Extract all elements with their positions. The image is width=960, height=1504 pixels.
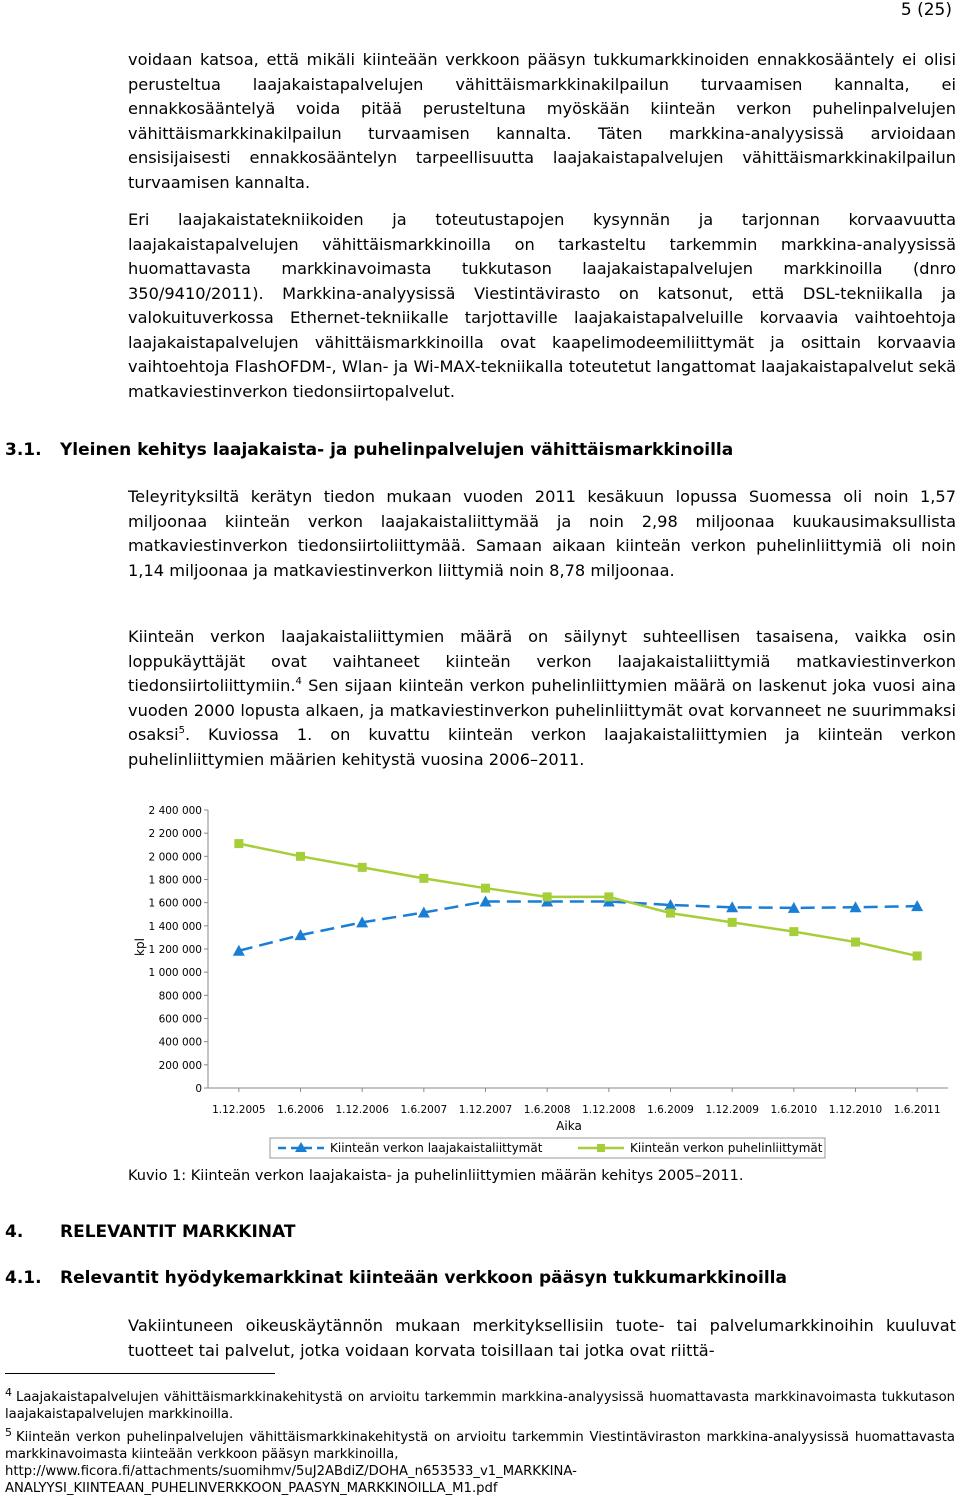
x-tick-label: 1.6.2007: [400, 1104, 448, 1116]
page-number: 5 (25): [900, 0, 952, 20]
data-point-square: [913, 951, 922, 960]
y-tick-label: 1 800 000: [148, 874, 202, 887]
y-tick-label: 1 000 000: [148, 967, 202, 980]
data-point-square: [604, 892, 613, 901]
x-tick-label: 1.6.2006: [277, 1104, 324, 1116]
paragraph-4: [128, 625, 956, 772]
section-number: 3.1.: [5, 440, 42, 460]
footnote-4: [5, 1384, 955, 1423]
footnote-link-line-1[interactable]: http://www.ficora.fi/attachments/suomihmv/5uJ2ABdiZ/DOHA_n653533_v1_MARKKINA-: [5, 1464, 577, 1479]
paragraph-4-part-a: Kiinteän verkon laajakaistaliittymien määrä on säilynyt suhteellisen tasaisena, vaikka osin loppukäyttäjät ovat vaihtaneet kiinteän verkon laajakaistaliittymiä matkaviestinverkon tiedonsiirtoliittymiin.: [128, 627, 956, 695]
footnote-marker: 5: [5, 1426, 12, 1439]
paragraph-1: voidaan katsoa, että mikäli kiinteään verkkoon pääsyn tukkumarkkinoiden ennakkosääntely ei olisi perusteltua laajakaistapalvelujen vähittäismarkkinakilpailun turvaamisen kannalta, ei ennakkosääntelyä voida pitää perusteltuna myöskään kiinteän verkon puhelinpalvelujen vähittäismarkkinakilpailun turvaamisen kannalta. Täten markkina-analyysissä arvioidaan ensisijaisesti ennakkosääntelyn tarpeellisuutta laajakaistapalvelujen vähittäismarkkinakilpailun turvaamisen kannalta.: [128, 50, 956, 192]
y-tick-labels: [149, 805, 202, 1095]
y-tick-label: 600 000: [158, 1013, 202, 1026]
footnote-ref-4[interactable]: 4: [295, 676, 302, 687]
footnote-5: [5, 1424, 955, 1497]
y-axis-label: kpl: [133, 938, 147, 956]
y-tick-label: 2 400 000: [148, 805, 202, 817]
data-point-square: [296, 852, 305, 861]
section-number: 4.: [5, 1222, 24, 1242]
data-point-square: [358, 863, 367, 872]
chart-legend: [270, 1138, 825, 1158]
section-title: Relevantit hyödykemarkkinat kiinteään verkkoon pääsyn tukkumarkkinoilla: [60, 1268, 787, 1288]
section-title: RELEVANTIT MARKKINAT: [60, 1222, 296, 1242]
y-tick-label: 2 200 000: [148, 828, 202, 841]
x-axis-label: Aika: [556, 1119, 582, 1133]
section-number: 4.1.: [5, 1268, 42, 1288]
y-tick-label: 400 000: [158, 1036, 202, 1049]
data-point-square: [789, 927, 798, 936]
footnote-marker: 4: [5, 1386, 12, 1399]
x-tick-label: 1.6.2008: [523, 1104, 571, 1116]
y-tick-label: 2 000 000: [148, 851, 202, 864]
data-point-square: [728, 918, 737, 927]
x-tick-label: 1.12.2007: [458, 1104, 513, 1116]
data-point-square: [851, 938, 860, 947]
legend-label-phone: Kiinteän verkon puhelinliittymät: [630, 1141, 823, 1155]
data-point-square: [481, 884, 490, 893]
section-heading-3-1: [5, 440, 733, 460]
x-tick-label: 1.12.2008: [582, 1104, 636, 1116]
paragraph-5: Vakiintuneen oikeuskäytännön mukaan merkityksellisiin tuote- tai palvelumarkkinoihin kuuluvat tuotteet tai palvelut, jotka voidaan korvata toisillaan tai jotka ovat riittä-: [128, 1316, 956, 1360]
section-heading-4: [5, 1222, 295, 1242]
series-markers: [233, 839, 923, 960]
figure-caption: Kuvio 1: Kiinteän verkon laajakaista- ja puhelinliittymien määrän kehitys 2005–2011.: [128, 1168, 744, 1184]
x-tick-label: 1.12.2006: [335, 1104, 389, 1116]
y-tick-label: 200 000: [158, 1059, 202, 1072]
series-line-0: [239, 902, 917, 951]
data-point-square: [419, 874, 428, 883]
paragraph-4-part-c: . Kuviossa 1. on kuvattu kiinteän verkon laajakaistaliittymien ja kiinteän verkon puhelinliittymien määrien kehitystä vuosina 2006–2011.: [128, 725, 956, 769]
x-tick-label: 1.6.2009: [647, 1104, 694, 1116]
y-tick-label: 0: [195, 1083, 202, 1095]
footnote-link-line-2[interactable]: ANALYYSI_KIINTEAAN_PUHELINVERKKOON_PAASYN_MARKKINOILLA_M1.pdf: [5, 1481, 498, 1496]
x-tick-label: 1.12.2009: [705, 1104, 759, 1116]
data-point-square: [666, 909, 675, 918]
x-tick-label: 1.6.2010: [770, 1104, 818, 1116]
paragraph-3: Teleyrityksiltä kerätyn tiedon mukaan vuoden 2011 kesäkuun lopussa Suomessa oli noin 1,57 miljoonaa kiinteän verkon laajakaistaliittymää ja noin 2,98 miljoonaa kuukausimaksullista matkaviestinverkon tiedonsiirtoliittymää. Samaan aikaan kiinteän verkon puhelinliittymiä oli noin 1,14 miljoonaa ja matkaviestinverkon liittymiä noin 8,78 miljoonaa.: [128, 487, 956, 580]
paragraph-2: Eri laajakaistatekniikoiden ja toteutustapojen kysynnän ja tarjonnan korvaavuutta laajakaistapalvelujen vähittäismarkkinoilla on tarkasteltu tarkemmin markkina-analyysissä huomattavasta markkinavoimasta tukkutason laajakaistapalvelujen markkinoilla (dnro 350/9410/2011). Markkina-analyysissä Viestintävirasto on katsonut, että DSL-tekniikalla ja valokuituverkossa Ethernet-tekniikalle tarjottaville laajakaistapalveluille korvaavia vaihtoehtoja laajakaistapalvelujen vähittäismarkkinoilla ovat kaapelimodeemiliittymät ja osittain korvaavia vaihtoehtoja FlashOFDM-, Wlan- ja Wi-MAX-tekniikalla toteutetut langattomat laajakaistapalvelut sekä matkaviestinverkon tiedonsiirtopalvelut.: [128, 210, 956, 401]
x-tick-label: 1.12.2010: [828, 1104, 883, 1116]
x-tick-labels: [212, 1104, 940, 1116]
footnote-divider: [5, 1373, 275, 1374]
y-tick-label: 1 600 000: [148, 897, 202, 910]
data-point-square: [543, 892, 552, 901]
paragraph-4-part-b: Sen sijaan kiinteän verkon puhelinliittymien määrä on laskenut joka vuosi aina vuoden 2000 lopusta alkaen, ja matkaviestinverkon puhelinliittymät ovat korvanneet ne suurimmaksi osaksi: [128, 676, 956, 744]
section-title: Yleinen kehitys laajakaista- ja puhelinpalvelujen vähittäismarkkinoilla: [60, 440, 734, 460]
footnote-text: Laajakaistapalvelujen vähittäismarkkinakehitystä on arvioitu tarkemmin markkina-analyysissä huomattavasta markkinavoimasta tukkutason laajakaistapalvelujen markkinoilla.: [5, 1390, 955, 1422]
series-line-1: [239, 844, 917, 956]
legend-label-broadband: Kiinteän verkon laajakaistaliittymät: [330, 1141, 543, 1155]
x-tick-label: 1.6.2011: [893, 1104, 941, 1116]
y-tick-label: 1 200 000: [148, 944, 202, 956]
chart-axes: [204, 810, 948, 1092]
x-tick-label: 1.12.2005: [212, 1104, 266, 1116]
section-heading-4-1: [5, 1268, 787, 1288]
line-chart: [128, 800, 960, 1162]
footnote-ref-5[interactable]: 5: [178, 725, 185, 736]
legend-marker-square: [597, 1144, 605, 1152]
data-point-square: [234, 839, 243, 848]
y-tick-label: 1 400 000: [148, 920, 202, 933]
series-lines: [239, 844, 917, 956]
y-tick-label: 800 000: [158, 990, 202, 1003]
footnote-text: Kiinteän verkon puhelinpalvelujen vähittäismarkkinakehitystä on arvioitu tarkemmin Viestintäviraston markkina-analyysissä huomattavasta markkinavoimasta kiinteään verkkoon pääsyn markkinoilla,: [5, 1430, 955, 1462]
